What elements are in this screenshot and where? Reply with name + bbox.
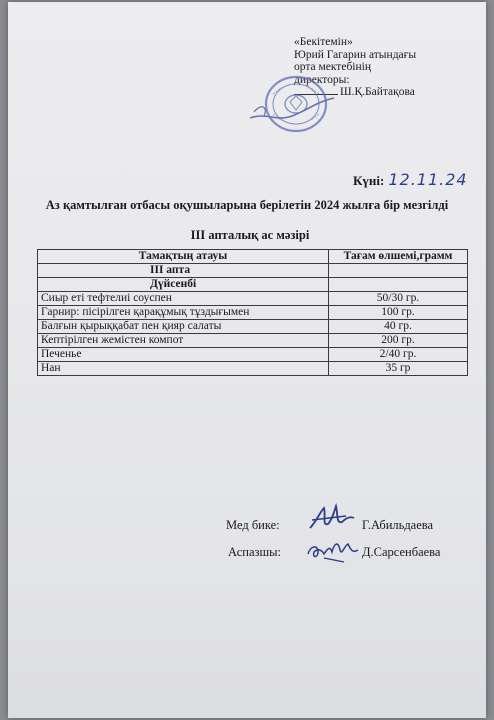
nurse-label: Мед бике:: [226, 518, 280, 532]
dish-name: Кептірілген жемістен компот: [38, 334, 329, 348]
table-row: [38, 362, 468, 376]
menu-table: [37, 249, 468, 376]
table-row: [38, 306, 468, 320]
date-value-handwritten: 12.11.24: [388, 170, 468, 189]
document-page: [8, 2, 486, 718]
cook-signature: [304, 532, 362, 566]
table-row: [38, 320, 468, 334]
date-label: Күні:: [353, 173, 385, 188]
day-label: Дүйсенбі: [38, 278, 329, 292]
dish-portion: 50/30 гр.: [329, 292, 468, 306]
school-seal-stamp: [246, 72, 338, 134]
document-title: Аз қамтылған отбасы оқушыларына берілетін 2024 жылға бір мезгілді: [45, 198, 449, 212]
empty-cell: [329, 278, 468, 292]
dish-name: Сиыр еті тефтелиі соуспен: [38, 292, 329, 306]
header-portion-size: Тағам өлшемі,грамм: [329, 250, 468, 264]
dish-portion: 40 гр.: [329, 320, 468, 334]
dish-name: Нан: [38, 362, 329, 376]
table-row: [38, 348, 468, 362]
cook-label: Аспазшы:: [228, 545, 281, 559]
date-row: [353, 170, 468, 189]
dish-name: Балғын қырыққабат пен қияр салаты: [38, 320, 329, 334]
table-row: [38, 292, 468, 306]
director-name: Ш.Қ.Байтақова: [340, 86, 415, 99]
dish-portion: 35 гр: [329, 362, 468, 376]
cook-name: Д.Сарсенбаева: [362, 545, 441, 559]
approval-school-line1: Юрий Гагарин атындағы: [294, 48, 417, 61]
dish-portion: 200 гр.: [329, 334, 468, 348]
dish-name: Гарнир: пісірілген қарақұмық тұздығымен: [38, 306, 329, 320]
approval-position: директоры:: [294, 73, 350, 86]
table-day-row: [38, 278, 468, 292]
header-dish-name: Тамақтың атауы: [38, 250, 329, 264]
week-label: ІІІ апта: [38, 264, 329, 278]
dish-name: Печенье: [38, 348, 329, 362]
nurse-name: Г.Абильдаева: [362, 518, 434, 532]
document-subtitle: ІІІ апталық ас мәзірі: [190, 228, 310, 242]
nurse-signature: [306, 498, 358, 536]
table-week-row: [38, 264, 468, 278]
empty-cell: [329, 264, 468, 278]
approval-school-line2: орта мектебінің: [294, 61, 371, 74]
approval-heading: «Бекітемін»: [294, 36, 353, 48]
dish-portion: 2/40 гр.: [329, 348, 468, 362]
dish-portion: 100 гр.: [329, 306, 468, 320]
table-row: [38, 334, 468, 348]
table-header-row: [38, 250, 468, 264]
